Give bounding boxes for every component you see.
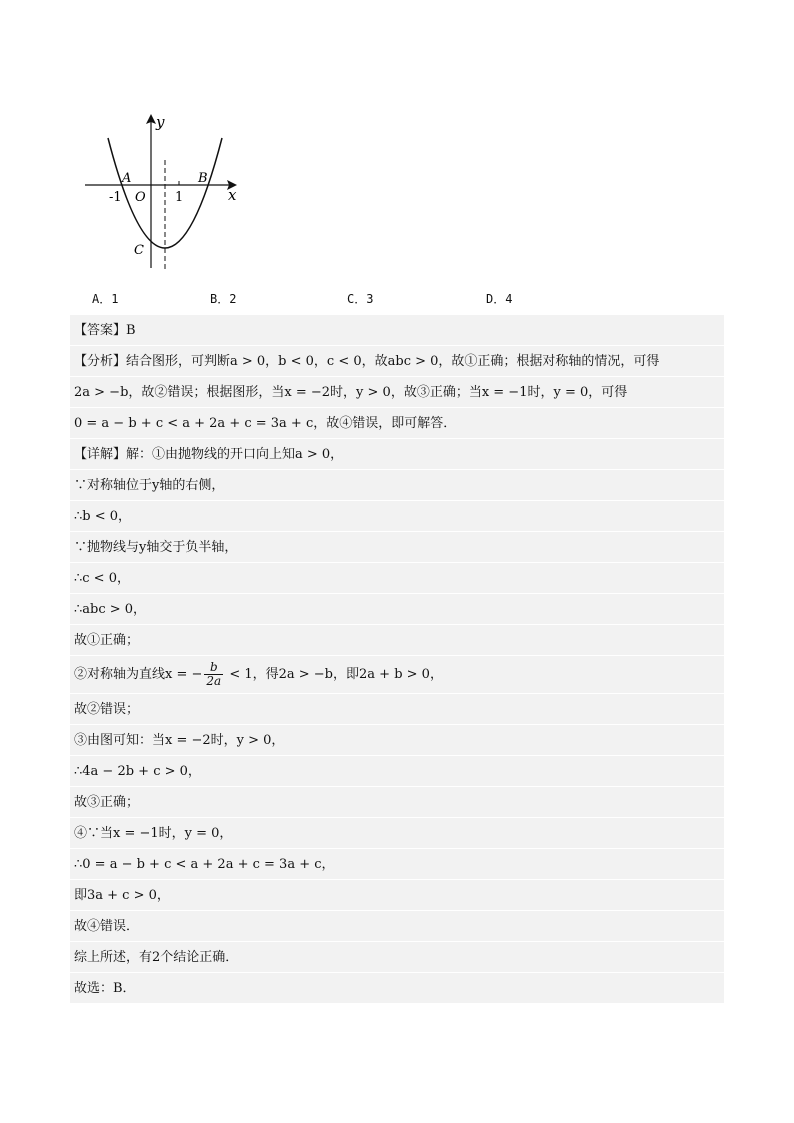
solution-line-text: ∴abc > 0，	[74, 602, 147, 617]
solution-line	[70, 973, 724, 1004]
solution-line-text: 故选：B．	[74, 981, 136, 996]
solution-line-text: 【答案】B	[74, 323, 136, 338]
y-axis-label: y	[156, 113, 165, 131]
option-b: B．2	[210, 292, 237, 306]
solution-line	[70, 911, 724, 942]
solution-line-text: 故②错误；	[74, 702, 140, 717]
point-c-label: C	[134, 243, 144, 258]
parabola-graph	[80, 108, 250, 278]
solution-line	[70, 563, 724, 594]
solution-line	[70, 501, 724, 532]
fraction	[204, 661, 223, 688]
solution-line	[70, 408, 724, 439]
point-a-label: A	[122, 171, 132, 186]
option-d: D．4	[486, 292, 513, 306]
solution-block	[70, 315, 724, 1004]
origin-label: O	[135, 190, 146, 205]
option-a: A．1	[92, 292, 119, 306]
answer-options	[0, 290, 794, 310]
solution-line	[70, 532, 724, 563]
solution-line-text: 故④错误．	[74, 919, 140, 934]
solution-line	[70, 346, 724, 377]
solution-line-text: ④∵当x = −1时，y = 0，	[74, 826, 233, 841]
solution-line	[70, 725, 724, 756]
solution-line-text: 即3a + c > 0，	[74, 888, 170, 903]
solution-line-text: ∵对称轴位于y轴的右侧，	[74, 478, 225, 493]
solution-line	[70, 625, 724, 656]
solution-line	[70, 756, 724, 787]
option-c: C．3	[347, 292, 374, 306]
solution-line-text: ∴c < 0，	[74, 571, 130, 586]
x-axis-label: x	[228, 186, 237, 204]
tick-label-neg1: -1	[109, 190, 122, 205]
solution-line-text: 2a > −b，故②错误；根据图形，当x = −2时，y > 0，故③正确；当x = −1时，y = 0，可得	[74, 385, 628, 400]
solution-line	[70, 656, 724, 694]
solution-line-text: 【详解】解：①由抛物线的开口向上知a > 0，	[74, 447, 344, 462]
solution-line-text: 【分析】结合图形，可判断a > 0，b < 0，c < 0，故abc > 0，故①正确；根据对称轴的情况，可得	[74, 354, 660, 369]
solution-line	[70, 439, 724, 470]
parabola-figure	[80, 108, 250, 278]
solution-line-text: 0 = a − b + c < a + 2a + c = 3a + c，故④错误，即可解答．	[74, 416, 457, 431]
solution-line	[70, 377, 724, 408]
solution-line	[70, 594, 724, 625]
fraction-numerator: b	[204, 661, 223, 675]
point-b-label: B	[198, 171, 208, 186]
solution-line	[70, 880, 724, 911]
solution-line-text: 综上所述，有2个结论正确．	[74, 950, 239, 965]
solution-line	[70, 818, 724, 849]
solution-line-text: ②对称轴为直线x = −	[74, 667, 203, 682]
solution-line	[70, 849, 724, 880]
solution-line	[70, 694, 724, 725]
solution-line	[70, 315, 724, 346]
solution-line	[70, 470, 724, 501]
solution-line-text: < 1，得2a > −b，即2a + b > 0，	[225, 667, 443, 682]
solution-line-text: ∵抛物线与y轴交于负半轴，	[74, 540, 238, 555]
tick-label-1: 1	[175, 190, 184, 205]
solution-line	[70, 942, 724, 973]
solution-line	[70, 787, 724, 818]
solution-line-text: ③由图可知：当x = −2时，y > 0，	[74, 733, 285, 748]
solution-line-text: ∴b < 0，	[74, 509, 132, 524]
solution-line-text: ∴4a − 2b + c > 0，	[74, 764, 201, 779]
solution-line-text: 故③正确；	[74, 795, 140, 810]
solution-line-text: 故①正确；	[74, 633, 140, 648]
solution-line-text: ∴0 = a − b + c < a + 2a + c = 3a + c，	[74, 857, 335, 872]
fraction-denominator: 2a	[206, 674, 222, 688]
